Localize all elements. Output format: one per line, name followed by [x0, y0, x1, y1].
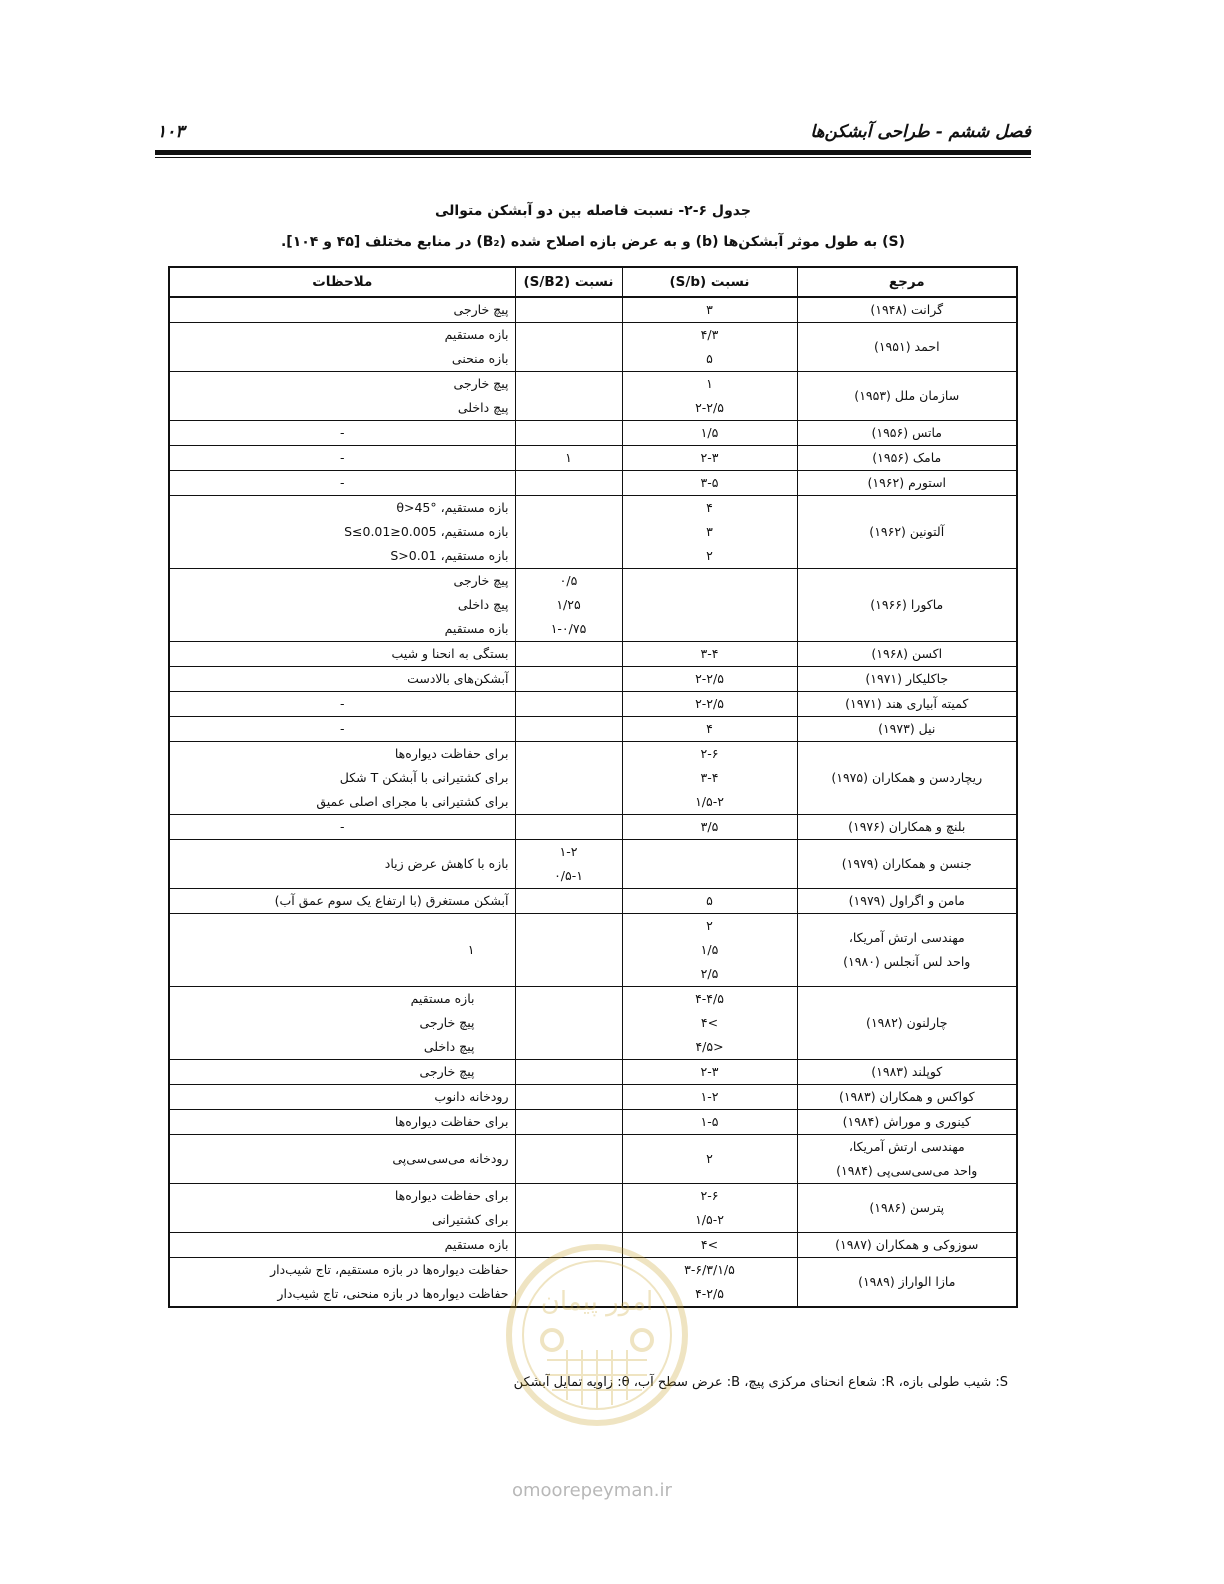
- cell-reference: [797, 1135, 1017, 1184]
- cell-notes-line: پیچ خارجی: [453, 376, 509, 391]
- cell-notes: [169, 1258, 515, 1308]
- cell-notes-line: بستگی به انحنا و شیب: [391, 646, 509, 661]
- table-body: [169, 297, 1017, 1307]
- cell-sb2-ratio: [515, 840, 622, 889]
- cell-notes-line: -: [339, 425, 345, 440]
- cell-sb2-ratio: [515, 372, 622, 421]
- cell-reference: [797, 642, 1017, 667]
- cell-notes: [169, 446, 515, 471]
- cell-sb-ratio-line: ۲-۲/۵: [695, 400, 724, 415]
- cell-sb-ratio: [622, 1110, 797, 1135]
- cell-notes: [169, 496, 515, 569]
- cell-reference-line: جاکلیکار (۱۹۷۱): [865, 671, 949, 686]
- table-row: [169, 840, 1017, 889]
- cell-sb-ratio: [622, 642, 797, 667]
- cell-notes-line: برای کشتیرانی: [431, 1212, 509, 1227]
- cell-reference: [797, 987, 1017, 1060]
- cell-notes: [169, 815, 515, 840]
- cell-notes-line: -: [339, 819, 345, 834]
- cell-reference: [797, 569, 1017, 642]
- cell-sb-ratio-line: ۴-۲/۵: [695, 1286, 724, 1301]
- cell-sb-ratio: [622, 914, 797, 987]
- cell-reference-line: مهندسی ارتش آمریکا،: [848, 1139, 965, 1154]
- cell-notes: [169, 1060, 515, 1085]
- cell-sb-ratio-line: ۱/۵: [700, 425, 719, 440]
- page-header: [155, 118, 1031, 158]
- cell-sb2-ratio: [515, 297, 622, 323]
- table-row: [169, 987, 1017, 1060]
- cell-notes: [169, 323, 515, 372]
- cell-notes: [169, 642, 515, 667]
- cell-sb2-ratio: [515, 692, 622, 717]
- cell-reference-line: استورم (۱۹۶۲): [867, 475, 947, 490]
- cell-reference-line: احمد (۱۹۵۱): [873, 339, 940, 354]
- cell-notes: [169, 569, 515, 642]
- cell-reference-line: مامک (۱۹۵۶): [872, 450, 942, 465]
- cell-notes-line: پیچ خارجی: [419, 1015, 475, 1030]
- cell-sb-ratio: [622, 1060, 797, 1085]
- cell-reference: [797, 1060, 1017, 1085]
- cell-notes-line: برای حفاظت دیواره‌ها: [394, 1114, 509, 1129]
- table-header-row: [169, 267, 1017, 297]
- cell-reference: [797, 889, 1017, 914]
- cell-sb-ratio: [622, 569, 797, 642]
- table-row: [169, 1184, 1017, 1233]
- table-row: [169, 692, 1017, 717]
- cell-sb-ratio-line: ۲: [706, 1151, 713, 1166]
- cell-reference: [797, 1233, 1017, 1258]
- cell-sb2-ratio-line: ۱-۲: [559, 844, 578, 859]
- cell-notes: [169, 987, 515, 1060]
- table-caption-line-2: (S) به طول موثر آبشکن‌ها (b) و به عرض بازه اصلاح شده (B₂) در منابع مختلف [۴۵ و ۱۰۴].: [280, 234, 906, 250]
- cell-sb2-ratio: [515, 717, 622, 742]
- cell-notes-line: بازه منحنی: [451, 351, 509, 366]
- table-row: [169, 421, 1017, 446]
- cell-reference-line: کمیته آبیاری هند (۱۹۷۱): [845, 696, 969, 711]
- cell-sb2-ratio: [515, 1085, 622, 1110]
- cell-notes-line: آبشکن مستغرق (با ارتفاع یک سوم عمق آب): [274, 893, 509, 908]
- cell-notes-line: -: [339, 696, 345, 711]
- cell-notes-line: برای حفاظت دیواره‌ها: [394, 1188, 509, 1203]
- cell-notes: [169, 471, 515, 496]
- cell-notes-line: ۱: [467, 942, 475, 957]
- cell-reference-line: آلتونین (۱۹۶۲): [869, 524, 945, 539]
- cell-notes-line: برای کشتیرانی با آبشکن T شکل: [339, 770, 509, 785]
- cell-sb-ratio-line: ۲/۵: [700, 966, 719, 981]
- table-footnote: S: شیب طولی بازه، R: شعاع انحنای مرکزی پیچ، B: عرض سطح آب، θ: زاویه تمایل آبشکن: [513, 1375, 1008, 1390]
- header-sb2: نسبت (S/B2): [515, 267, 622, 297]
- cell-sb-ratio: [622, 297, 797, 323]
- header-rule: [155, 150, 1031, 155]
- cell-reference: [797, 1258, 1017, 1308]
- table-row: [169, 446, 1017, 471]
- cell-reference-line: سوزوکی و همکاران (۱۹۸۷): [835, 1237, 979, 1252]
- cell-notes-line: پیچ داخلی: [423, 1039, 475, 1054]
- cell-reference: [797, 692, 1017, 717]
- cell-sb-ratio: [622, 1184, 797, 1233]
- table-row: [169, 642, 1017, 667]
- cell-sb2-ratio-line: ۱/۲۵: [556, 597, 581, 612]
- cell-sb-ratio: [622, 1135, 797, 1184]
- cell-notes-line: بازه مستقیم: [444, 327, 509, 342]
- cell-sb-ratio-line: ۳-۶/۳/۱/۵: [684, 1262, 735, 1277]
- cell-sb-ratio-line: ۲-۳: [700, 1064, 719, 1079]
- publisher-seal-watermark: [502, 1240, 692, 1430]
- cell-sb-ratio-line: ۳-۴: [700, 770, 719, 785]
- cell-sb2-ratio: [515, 667, 622, 692]
- cell-notes-line: بازه با کاهش عرض زیاد: [384, 856, 509, 871]
- cell-reference-line: اکسن (۱۹۶۸): [871, 646, 943, 661]
- cell-sb-ratio-line: >۴: [700, 1015, 719, 1030]
- cell-reference-line: واحد لس آنجلس (۱۹۸۰): [843, 954, 971, 969]
- cell-reference-line: واحد می‌سی‌سی‌پی (۱۹۸۴): [836, 1163, 978, 1178]
- cell-sb2-ratio: [515, 1184, 622, 1233]
- cell-notes-line: بازه مستقیم: [444, 1237, 509, 1252]
- cell-reference: [797, 372, 1017, 421]
- cell-sb-ratio-line: ۴-۴/۵: [695, 991, 724, 1006]
- cell-sb-ratio-line: <۴/۵: [695, 1039, 724, 1054]
- cell-notes-line: پیچ خارجی: [419, 1064, 475, 1079]
- cell-reference: [797, 1184, 1017, 1233]
- cell-sb-ratio: [622, 742, 797, 815]
- cell-sb-ratio-line: ۱/۵: [700, 942, 719, 957]
- cell-sb-ratio-line: ۲-۲/۵: [695, 671, 724, 686]
- cell-sb2-ratio: [515, 815, 622, 840]
- cell-sb-ratio-line: ۲: [706, 918, 713, 933]
- cell-notes: [169, 1085, 515, 1110]
- cell-sb2-ratio-line: ۰/۵-۱: [554, 868, 583, 883]
- cell-sb2-ratio-line: ۱-۰/۷۵: [550, 621, 587, 636]
- cell-reference-line: جنسن و همکاران (۱۹۷۹): [841, 856, 972, 871]
- cell-reference-line: کینوری و موراش (۱۹۸۴): [842, 1114, 971, 1129]
- cell-sb-ratio-line: ۳-۴: [700, 646, 719, 661]
- table-row: [169, 889, 1017, 914]
- cell-reference: [797, 742, 1017, 815]
- table-row: [169, 496, 1017, 569]
- cell-sb2-ratio: [515, 889, 622, 914]
- page-number: ۱۰۳: [157, 122, 185, 142]
- cell-notes-line: رودخانه می‌سی‌سی‌پی: [392, 1151, 509, 1166]
- cell-sb-ratio: [622, 421, 797, 446]
- cell-notes-line: برای کشتیرانی با مجرای اصلی عمیق: [316, 794, 509, 809]
- cell-sb2-ratio: [515, 987, 622, 1060]
- cell-reference-line: پترسن (۱۹۸۶): [869, 1200, 945, 1215]
- cell-sb-ratio-line: ۲-۶: [700, 746, 719, 761]
- cell-sb-ratio-line: ۳: [706, 302, 713, 317]
- spur-spacing-table: [168, 266, 1018, 1308]
- seal-text: امور پیمان: [540, 1287, 654, 1317]
- cell-notes-line: برای حفاظت دیواره‌ها: [394, 746, 509, 761]
- table-row: [169, 372, 1017, 421]
- cell-sb-ratio-line: ۱: [706, 376, 713, 391]
- cell-reference: [797, 914, 1017, 987]
- cell-notes: [169, 914, 515, 987]
- cell-notes: [169, 667, 515, 692]
- cell-notes: [169, 297, 515, 323]
- cell-sb-ratio: [622, 840, 797, 889]
- cell-reference: [797, 667, 1017, 692]
- cell-reference-line: گرانت (۱۹۴۸): [870, 302, 944, 317]
- cell-reference-line: کواکس و همکاران (۱۹۸۳): [838, 1089, 975, 1104]
- cell-reference: [797, 421, 1017, 446]
- table-row: [169, 1060, 1017, 1085]
- cell-reference: [797, 323, 1017, 372]
- table-row: [169, 1135, 1017, 1184]
- table-caption-line-1: جدول ۶-۲- نسبت فاصله بین دو آبشکن متوالی: [435, 203, 751, 219]
- cell-reference: [797, 297, 1017, 323]
- cell-notes: [169, 692, 515, 717]
- cell-notes: [169, 717, 515, 742]
- watermark-url: omoorepeyman.ir: [512, 1480, 672, 1501]
- cell-notes-line: آبشکن‌های بالادست: [407, 671, 509, 686]
- cell-reference: [797, 471, 1017, 496]
- cell-reference-line: ماکورا (۱۹۶۶): [870, 597, 944, 612]
- cell-sb-ratio-line: ۲-۳: [700, 450, 719, 465]
- header-reference: مرجع: [797, 267, 1017, 297]
- table-row: [169, 914, 1017, 987]
- cell-sb-ratio-line: ۵: [706, 893, 713, 908]
- cell-sb-ratio: [622, 323, 797, 372]
- cell-sb-ratio-line: ۳-۵: [700, 475, 719, 490]
- cell-sb-ratio-line: ۴: [706, 721, 713, 736]
- cell-sb-ratio-line: ۳/۵: [700, 819, 719, 834]
- cell-sb-ratio-line: ۵: [706, 351, 713, 366]
- cell-notes-line: -: [339, 475, 345, 490]
- cell-notes: [169, 372, 515, 421]
- cell-reference-line: بلنچ و همکاران (۱۹۷۶): [848, 819, 966, 834]
- cell-notes-line: پیچ داخلی: [457, 400, 509, 415]
- table-row: [169, 569, 1017, 642]
- cell-notes-line: پیچ خارجی: [453, 573, 509, 588]
- cell-notes: [169, 742, 515, 815]
- cell-sb-ratio: [622, 1085, 797, 1110]
- cell-sb-ratio: [622, 446, 797, 471]
- cell-sb2-ratio: [515, 446, 622, 471]
- cell-sb2-ratio: [515, 742, 622, 815]
- cell-notes: [169, 1184, 515, 1233]
- cell-sb2-ratio: [515, 569, 622, 642]
- table-row: [169, 742, 1017, 815]
- cell-reference: [797, 815, 1017, 840]
- cell-sb-ratio-line: ۴/۳: [700, 327, 719, 342]
- cell-sb2-ratio-line: ۱: [565, 450, 572, 465]
- cell-sb2-ratio: [515, 471, 622, 496]
- cell-reference-line: ماتس (۱۹۵۶): [871, 425, 943, 440]
- cell-sb2-ratio: [515, 914, 622, 987]
- cell-notes-line: بازه مستقیم، S>0.01: [390, 548, 509, 563]
- cell-sb-ratio: [622, 496, 797, 569]
- cell-notes-line: رودخانه دانوب: [434, 1089, 509, 1104]
- cell-reference-line: مهندسی ارتش آمریکا،: [848, 930, 965, 945]
- cell-sb2-ratio: [515, 323, 622, 372]
- cell-notes-line: حفاظت دیواره‌ها در بازه منحنی، تاج شیب‌دار: [277, 1286, 509, 1301]
- cell-sb-ratio: [622, 471, 797, 496]
- cell-notes-line: پیچ خارجی: [453, 302, 509, 317]
- header-rule-thin: [155, 157, 1031, 158]
- cell-sb-ratio: [622, 667, 797, 692]
- cell-reference-line: چارلنون (۱۹۸۲): [866, 1015, 948, 1030]
- cell-sb-ratio-line: >۴: [700, 1237, 719, 1252]
- header-notes: ملاحظات: [169, 267, 515, 297]
- cell-sb-ratio-line: ۲-۶: [700, 1188, 719, 1203]
- cell-sb2-ratio: [515, 496, 622, 569]
- cell-reference-line: مامن و اگراول (۱۹۷۹): [848, 893, 965, 908]
- cell-reference: [797, 1110, 1017, 1135]
- cell-reference-line: سازمان ملل (۱۹۵۳): [854, 388, 960, 403]
- cell-sb-ratio-line: ۱-۵: [700, 1114, 719, 1129]
- cell-sb-ratio: [622, 692, 797, 717]
- cell-notes: [169, 1110, 515, 1135]
- cell-notes-line: بازه مستقیم، 0.005≤S≤0.01: [344, 524, 509, 539]
- cell-notes-line: حفاظت دیواره‌ها در بازه مستقیم، تاج شیب‌دار: [270, 1262, 509, 1277]
- cell-sb2-ratio: [515, 1110, 622, 1135]
- cell-notes: [169, 1233, 515, 1258]
- table-row: [169, 815, 1017, 840]
- cell-sb2-ratio: [515, 642, 622, 667]
- cell-notes: [169, 889, 515, 914]
- cell-notes-line: -: [339, 450, 345, 465]
- chapter-title: فصل ششم - طراحی آبشکن‌ها: [810, 122, 1031, 142]
- cell-reference-line: کوپلند (۱۹۸۳): [871, 1064, 943, 1079]
- table-row: [169, 717, 1017, 742]
- cell-sb2-ratio-line: ۰/۵: [559, 573, 578, 588]
- cell-notes: [169, 421, 515, 446]
- cell-notes: [169, 840, 515, 889]
- cell-sb-ratio: [622, 987, 797, 1060]
- cell-sb-ratio-line: ۱-۲: [700, 1089, 719, 1104]
- cell-reference: [797, 1085, 1017, 1110]
- cell-reference-line: مازا الواراز (۱۹۸۹): [858, 1274, 956, 1289]
- cell-notes-line: بازه مستقیم: [444, 621, 509, 636]
- cell-reference-line: نیل (۱۹۷۳): [878, 721, 936, 736]
- cell-sb-ratio-line: ۱/۵-۲: [695, 1212, 724, 1227]
- table-row: [169, 323, 1017, 372]
- cell-notes-line: پیچ داخلی: [457, 597, 509, 612]
- cell-sb-ratio: [622, 717, 797, 742]
- cell-reference: [797, 840, 1017, 889]
- cell-sb-ratio-line: ۲: [706, 548, 713, 563]
- cell-sb-ratio: [622, 815, 797, 840]
- cell-sb-ratio: [622, 889, 797, 914]
- header-sb: نسبت (S/b): [622, 267, 797, 297]
- cell-reference-line: ریچاردسن و همکاران (۱۹۷۵): [831, 770, 983, 785]
- cell-notes-line: -: [339, 721, 345, 736]
- table-row: [169, 1110, 1017, 1135]
- cell-notes-line: بازه مستقیم: [410, 991, 475, 1006]
- table-row: [169, 1085, 1017, 1110]
- cell-sb-ratio-line: ۲-۲/۵: [695, 696, 724, 711]
- cell-sb-ratio-line: ۳: [706, 524, 713, 539]
- cell-sb2-ratio: [515, 1135, 622, 1184]
- cell-reference: [797, 496, 1017, 569]
- table-row: [169, 471, 1017, 496]
- cell-sb-ratio-line: ۴: [706, 500, 713, 515]
- cell-sb-ratio-line: ۱/۵-۲: [695, 794, 724, 809]
- cell-sb-ratio: [622, 372, 797, 421]
- cell-notes-line: بازه مستقیم، θ>45°: [396, 500, 509, 515]
- table-row: [169, 667, 1017, 692]
- cell-reference: [797, 717, 1017, 742]
- cell-reference: [797, 446, 1017, 471]
- cell-notes: [169, 1135, 515, 1184]
- cell-sb2-ratio: [515, 421, 622, 446]
- table-row: [169, 297, 1017, 323]
- cell-sb2-ratio: [515, 1060, 622, 1085]
